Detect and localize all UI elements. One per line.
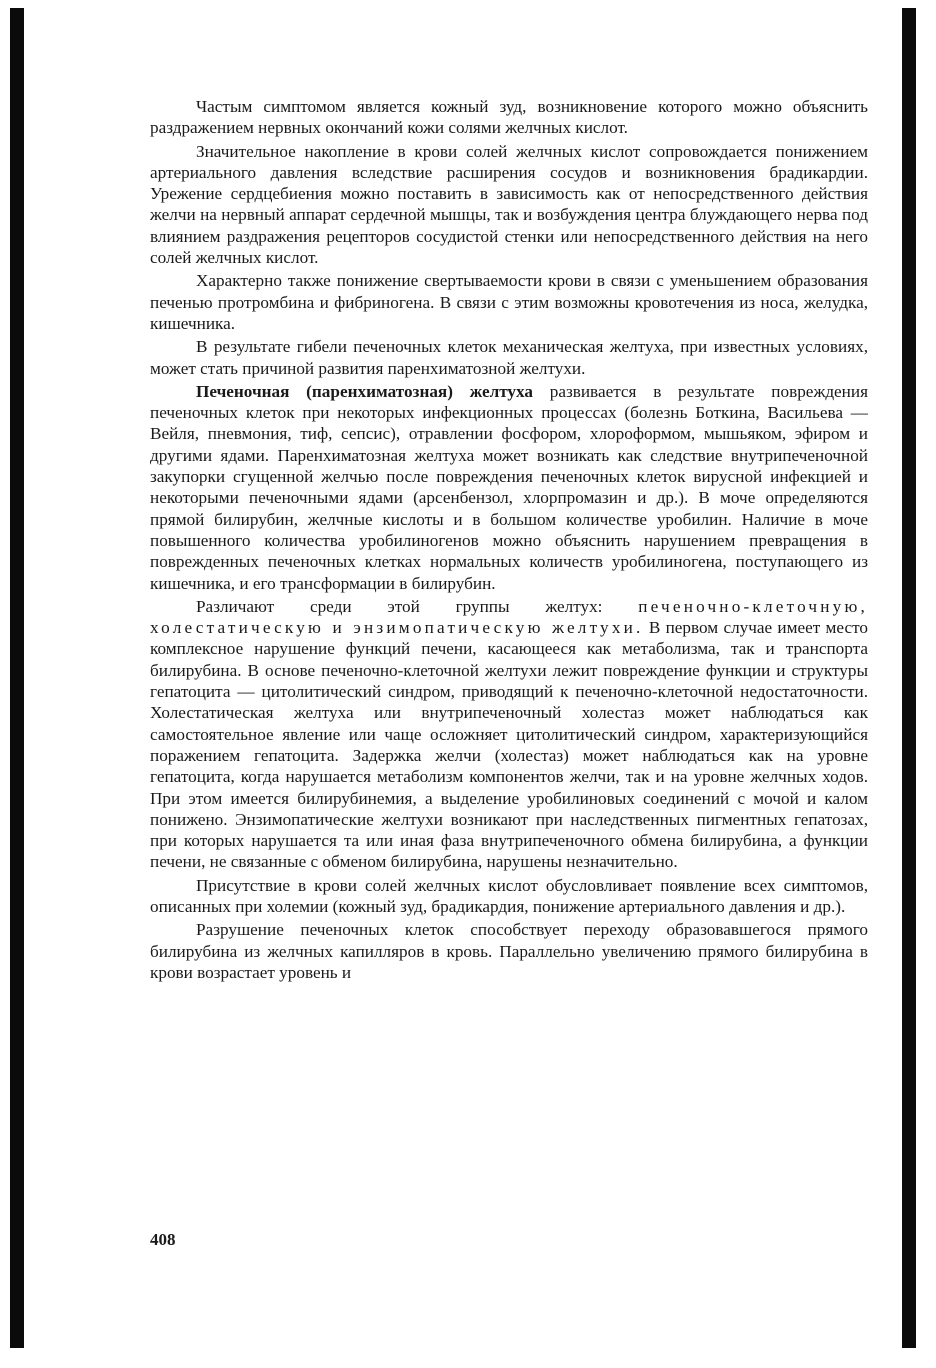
- paragraph-coagulation: [150, 270, 868, 334]
- paragraph-jaundice-types: [150, 596, 868, 873]
- paragraph-text: Присутствие в крови солей желчных кислот обусловливает появление всех симптомов, описанных при холемии (кожный зуд, брадикардия, понижение артериального давления и др.).: [150, 875, 868, 916]
- spaced-terms: печеночно-клеточную, холестатическую и энзимопатическую желтухи.: [150, 596, 868, 638]
- scan-edge-right: [902, 8, 916, 1348]
- page-body: [150, 96, 868, 985]
- section-term: Печеночная (паренхиматозная) желтуха: [196, 381, 533, 401]
- paragraph-text: развивается в результате повреждения печеночных клеток при некоторых инфекционных процессах (болезнь Боткина, Васильева — Вейля, пневмония, тиф, сепсис), отравлении фосфором, хлороформом, мышьяком, эфиром и другими ядами. Паренхиматозная желтуха может возникать как следствие внутрипеченочной закупорки сгущенной желчью после повреждения печеночных клеток вирусной инфекцией и некоторыми печеночными ядами (арсенбензол, хлорпромазин и др.). В моче определяются прямой билирубин, желчные кислоты и в большом количестве уробилин. Наличие в моче повышенного количества уробилиногенов можно объяснить нарушением превращения в поврежденных печеночных клетках нормальных количеств уробилиногена, поступающего из кишечника, и его трансформации в билирубин.: [150, 381, 868, 593]
- scan-edge-left: [10, 8, 24, 1348]
- paragraph-bile-salts-pressure: [150, 141, 868, 269]
- paragraph-cell-destruction: [150, 919, 868, 983]
- page-number: 408: [150, 1230, 176, 1249]
- paragraph-text: Частым симптомом является кожный зуд, возникновение которого можно объяснить раздражением нервных окончаний кожи солями желчных кислот.: [150, 97, 868, 138]
- paragraph-text: Значительное накопление в крови солей желчных кислот сопровождается понижением артериального давления вследствие расширения сосудов и возникновения брадикардии. Урежение сердцебиения можно поставить в зависимость как от непосредственного действия желчи на нервный аппарат сердечной мышцы, так и возбуждения центра блуждающего нерва под влиянием раздражения рецепторов сосудистой стенки или непосредственного действия на него солей желчных кислот.: [150, 141, 868, 268]
- paragraph-text: В первом случае имеет место комплексное нарушение функций печени, касающееся как метаболизма, так и транспорта билирубина. В основе печеночно-клеточной желтухи лежит повреждение функции и структуры гепатоцита — цитолитический синдром, приводящий к печеночно-клеточной недостаточности. Холестатическая желтуха или внутрипеченочный холестаз может наблюдаться как самостоятельное явление или чаще осложняет цитолитический синдром, характеризующийся поражением гепатоцита. Задержка желчи (холестаз) может наблюдаться как на уровне гепатоцита, когда нарушается метаболизм компонентов желчи, так и на уровне желчных ходов. При этом имеется билирубинемия, а выделение уробилиновых соединений с мочой и калом понижено. Энзимопатические желтухи возникают при наследственных пигментных гепатозах, при которых нарушается та или иная фаза внутрипеченочного обмена билирубина, а функции печени, не связанные с обменом билирубина, нарушены незначительно.: [150, 618, 869, 872]
- paragraph-text: Характерно также понижение свертываемости крови в связи с уменьшением образования печенью протромбина и фибриногена. В связи с этим возможны кровотечения из носа, желудка, кишечника.: [150, 271, 868, 333]
- paragraph-cholemia-symptoms: [150, 875, 868, 918]
- paragraph-mechanical-jaundice: [150, 336, 868, 379]
- paragraph-text: Разрушение печеночных клеток способствует переходу образовавшегося прямого билирубина из желчных капилляров в кровь. Параллельно увеличению прямого билирубина в крови возрастает уровень и: [150, 920, 868, 982]
- paragraph-hepatic-jaundice: [150, 381, 868, 594]
- paragraph-text: В результате гибели печеночных клеток механическая желтуха, при известных условиях, может стать причиной развития паренхиматозной желтухи.: [150, 337, 868, 378]
- paragraph-itching: [150, 96, 868, 139]
- paragraph-lead: Различают среди этой группы желтух:: [196, 596, 639, 616]
